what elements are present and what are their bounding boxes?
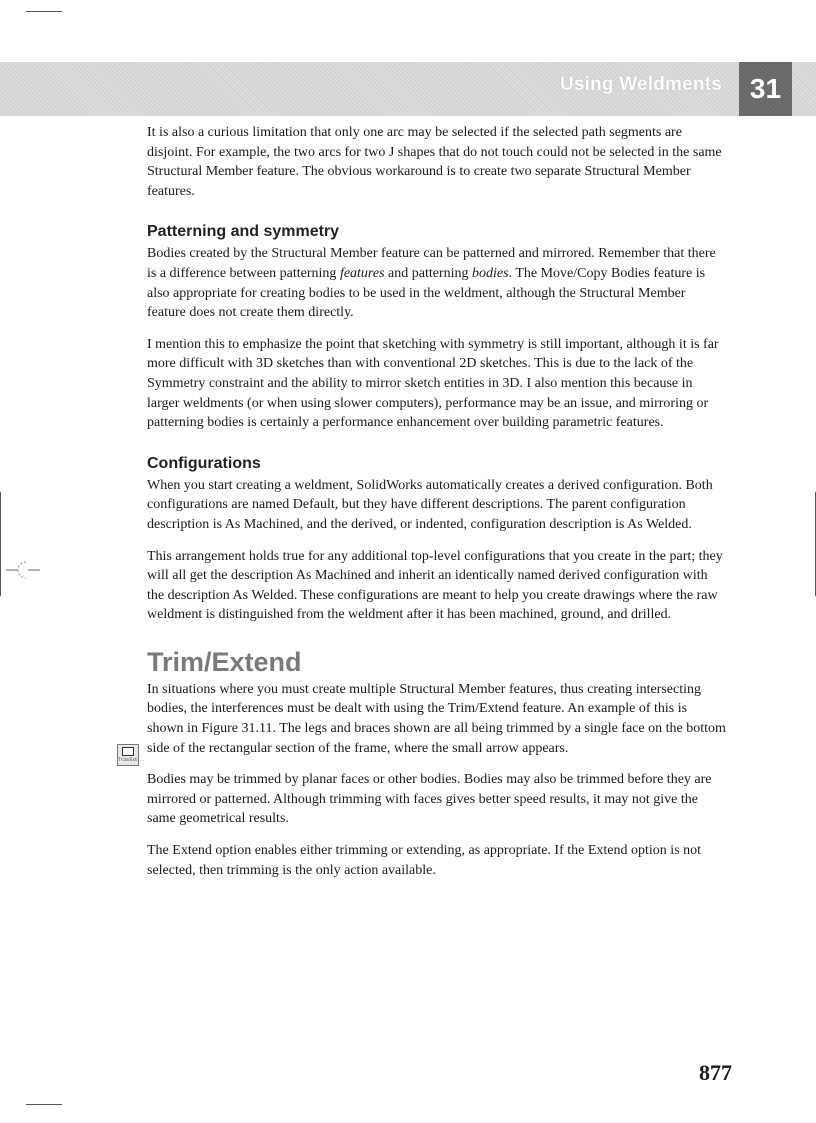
heading-configurations: Configurations	[147, 454, 261, 472]
paragraph-trim-extend-3: The Extend option enables either trimming or extending, as appropriate. If the Extend option is not selected, then trimming is the only action available.	[147, 843, 702, 878]
registration-mark-icon	[6, 556, 40, 584]
paragraph-patterning-2: I mention this to emphasize the point that sketching with symmetry is still important, although it is far more difficult with 3D sketches than with conventional 2D sketches. This is due to the lack of the Symmetry constraint and the ability to mirror sketch entities in 3D. I also mention this because in larger weldments (or when using slower computers), performance may be an issue, and mirroring or patterning bodies is certainly a performance enhancement over building parametric features.	[147, 336, 719, 431]
emphasis-features: features	[339, 265, 385, 281]
heading-patterning-and-symmetry: Patterning and symmetry	[147, 223, 340, 241]
paragraph-trim-extend-1: In situations where you must create multiple Structural Member features, thus creating intersecting bodies, the interferences must be dealt with using the Trim/Extend feature. An example of this is shown in Figure 31.11. The legs and braces shown are all being trimmed by a single face on the bottom side of the rectangular section of the frame, where the small arrow appears.	[147, 681, 726, 756]
page-number: 877	[699, 1060, 732, 1085]
trim-extend-icon-caption: Trim/Ext...	[118, 757, 145, 762]
paragraph-configurations-2: This arrangement holds true for any additional top-level configurations that you create in the part; they will all get the description As Machined and inherit an identically named derived configuration with the description As Welded. These configurations are meant to help you create drawings where the raw weldment is distinguished from the weldment after it has been machined, ground, and drilled.	[147, 548, 723, 623]
paragraph-trim-extend-2: Bodies may be trimmed by planar faces or other bodies. Bodies may also be trimmed before they are mirrored or patterned. Although trimming with faces gives better speed results, it may not give the same geometrical results.	[147, 772, 712, 827]
paragraph-configurations-1: When you start creating a weldment, SolidWorks automatically creates a derived configuration. Both configurations are named Default, but they have different descriptions. The parent configuration description is As Machined, and the derived, or indented, configuration description is As Welded.	[147, 477, 713, 532]
running-head-title: Using Weldments	[559, 74, 722, 95]
paragraph-intro: It is also a curious limitation that only one arc may be selected if the selected path segments are disjoint. For example, the two arcs for two J shapes that do not touch could not be selected in the same Structural Member feature. The obvious workaround is to create two separate Structural Member features.	[147, 125, 722, 199]
paragraph-patterning-1: Bodies created by the Structural Member feature can be patterned and mirrored. Remember that there is a difference between patterning features and patterning bodies. The Move/Copy Bodies feature is also appropriate for creating bodies to be used in the weldment, although the Structural Member feature does not create them directly.	[147, 246, 716, 321]
emphasis-bodies: bodies	[472, 265, 509, 281]
chapter-number-tab: 31	[739, 62, 792, 116]
crop-mark-bottom-left	[26, 1104, 62, 1105]
heading-trim-extend: Trim/Extend	[147, 646, 302, 677]
crop-mark-left	[0, 492, 1, 596]
page-body	[147, 123, 727, 880]
crop-mark-top-left	[26, 11, 62, 12]
trim-extend-icon	[117, 744, 145, 766]
